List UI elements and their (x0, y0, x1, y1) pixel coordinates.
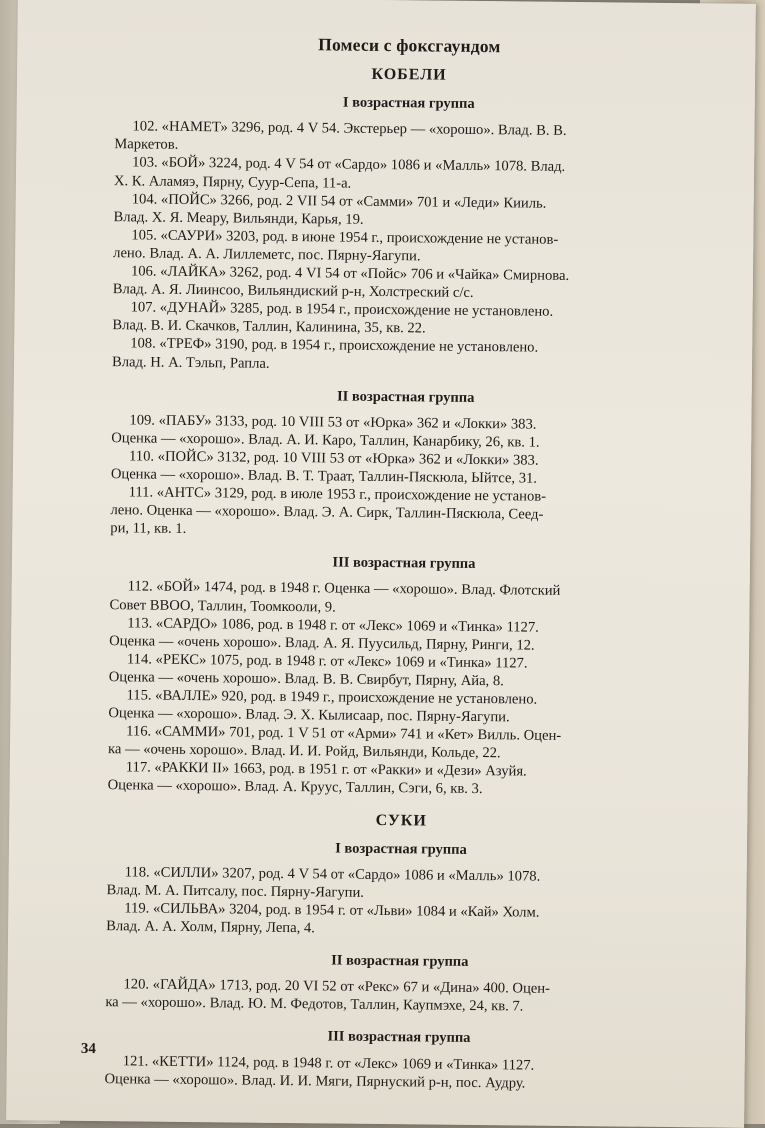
age-group (104, 1026, 693, 1094)
entry-line: Оценка — «хорошо». Влад. А. И. Каро, Таллин, Канарбику, 26, кв. 1. (111, 429, 540, 451)
section-0 (108, 63, 704, 801)
entry-line: 121. «КЕТТИ» 1124, род. в 1948 г. от «Лекс» 1069 и «Тинка» 1127. (122, 1052, 535, 1074)
entry-line: Влад. Х. Я. Меару, Вильянди, Карья, 19. (113, 208, 364, 228)
entry-line: Совет ВВОО, Таллин, Тоомкооли, 9. (109, 596, 336, 616)
entry-line: Х. К. Аламяэ, Пярну, Суур-Сепа, 11-а. (113, 172, 352, 192)
age-group (108, 551, 699, 800)
entry-line: 106. «ЛАЙКА» 3262, род. 4 VI 54 от «Пойс» 706 и «Чайка» Смирнова. (130, 263, 570, 284)
entry-line: ка — «очень хорошо». Влад. И. И. Ройд, Вильянди, Кольде, 22. (107, 741, 501, 762)
entry-line: 120. «ГАЙДА» 1713, род. 20 VI 52 от «Рекс» 67 и «Дина» 400. Оцен- (123, 976, 551, 998)
page-number: 34 (80, 1040, 96, 1058)
page-title: Помеси с фоксгаундом (318, 34, 501, 57)
page-content (104, 33, 703, 1108)
entry-line: Влад. В. И. Скачков, Таллин, Калинина, 35, кв. 22. (112, 317, 426, 337)
entry-line: Маркетов. (114, 136, 179, 154)
age-group (110, 385, 700, 544)
entry-line: 117. «РАККИ II» 1663, род. в 1951 г. от «Ракки» и «Дези» Азуйя. (125, 759, 527, 780)
age-group-title: I возрастная группа (342, 94, 475, 113)
age-group-title: II возрастная группа (331, 952, 469, 971)
entry-line: 114. «РЕКС» 1075, род. в 1948 г. от «Лекс» 1069 и «Тинка» 1127. (126, 651, 528, 672)
entry-line: Оценка — «очень хорошо». Влад. В. В. Свирбут, Пярну, Айа, 8. (108, 669, 504, 690)
age-group-title: I возрастная группа (335, 840, 467, 858)
entry-line: 119. «СИЛЬВА» 3204, род. в 1954 г. от «Льви» 1084 и «Кай» Холм. (124, 900, 540, 921)
entry-line: 108. «ТРЕФ» 3190, род. в 1954 г., происхождение не установлено. (130, 335, 539, 357)
entry-line: Оценка — «хорошо». Влад. А. Круус, Таллин, Сэги, 6, кв. 3. (107, 777, 483, 798)
entry-line: 103. «БОЙ» 3224, род. 4 V 54 от «Сардо» 1086 и «Малль» 1078. Влад. (132, 154, 566, 176)
entry-line: Влад. Н. А. Тэльп, Рапла. (111, 353, 270, 372)
entry-line: 118. «СИЛЛИ» 3207, род. 4 V 54 от «Сардо» 1086 и «Малль» 1078. (124, 864, 541, 885)
age-group (112, 91, 703, 377)
age-group-title: III возрастная группа (332, 554, 476, 573)
entry-line: Оценка — «хорошо». Влад. Э. Х. Кылисаар, пос. Пярну-Яагупи. (108, 705, 510, 726)
entry-line: 109. «ПАБУ» 3133, род. 10 VIII 53 от «Юрка» 362 и «Локки» 383. (129, 412, 537, 433)
entry-line: 107. «ДУНАЙ» 3285, род. в 1954 г., происхождение не установлено. (130, 299, 554, 320)
book-page (6, 0, 756, 1128)
entry-line: 110. «ПОЙС» 3132, род. 10 VIII 53 от «Юрка» 362 и «Локки» 383. (128, 448, 539, 469)
section-1 (104, 809, 695, 1094)
section-heading: КОБЕЛИ (371, 65, 447, 84)
entry-line: Влад. М. А. Питсалу, пос. Пярну-Яагупи. (106, 881, 365, 901)
entry-line: Влад. А. Я. Лиинсоо, Вильяндиский р-н, Холстреский с/с. (112, 281, 474, 302)
age-group (106, 837, 695, 942)
entry-line: ка — «хорошо». Влад. Ю. М. Федотов, Таллин, Каупмэхе, 24, кв. 7. (105, 994, 524, 1015)
entry-line: 102. «НАМЕТ» 3296, род. 4 V 54. Экстерьер — «хорошо». Влад. В. В. (132, 118, 567, 140)
age-group-title: II возрастная группа (336, 388, 475, 406)
entry-line: 104. «ПОЙС» 3266, род. 2 VII 54 от «Самми» 701 и «Леди» Кииль. (131, 191, 547, 212)
entry-line: 112. «БОЙ» 1474, род. в 1948 г. Оценка — «хорошо». Влад. Флотский (127, 578, 561, 600)
sections (104, 63, 703, 1094)
entry-line: лено. Влад. А. А. Лиллеметс, пос. Пярну-Яагупи. (113, 245, 421, 265)
entry-line: 115. «ВАЛЛЕ» 920, род. в 1949 г., происхождение не установлено. (126, 687, 538, 708)
age-group-title: III возрастная группа (327, 1028, 471, 1047)
entry-line: лено. Оценка — «хорошо». Влад. Э. А. Сирк, Таллин-Пяскюла, Сеед- (110, 502, 544, 523)
section-heading: СУКИ (375, 811, 427, 830)
entry-line: Оценка — «очень хорошо». Влад. А. Я. Пуусильд, Пярну, Ринги, 12. (109, 632, 535, 654)
entry-line: 116. «САММИ» 701, род. 1 V 51 от «Арми» 741 и «Кет» Вилль. Оцен- (126, 723, 562, 745)
age-group (105, 949, 694, 1017)
entry-line: Влад. А. А. Холм, Пярну, Лепа, 4. (106, 918, 315, 937)
entry-line: 105. «САУРИ» 3203, род. в июне 1954 г., происхождение не установ- (131, 227, 559, 248)
entry-line: 111. «АНТС» 3129, род. в июле 1953 г., происхождение не установ- (128, 484, 547, 505)
entry-line: ри, 11, кв. 1. (110, 520, 187, 538)
entry-line: Оценка — «хорошо». Влад. И. И. Мяги, Пярнуский р-н, пос. Аудру. (104, 1070, 526, 1092)
entry-line: Оценка — «хорошо». Влад. В. Т. Траат, Таллин-Пяскюла, Ыйтсе, 31. (110, 466, 538, 487)
entry-line: 113. «САРДО» 1086, род. в 1948 г. от «Лекс» 1069 и «Тинка» 1127. (127, 614, 539, 636)
